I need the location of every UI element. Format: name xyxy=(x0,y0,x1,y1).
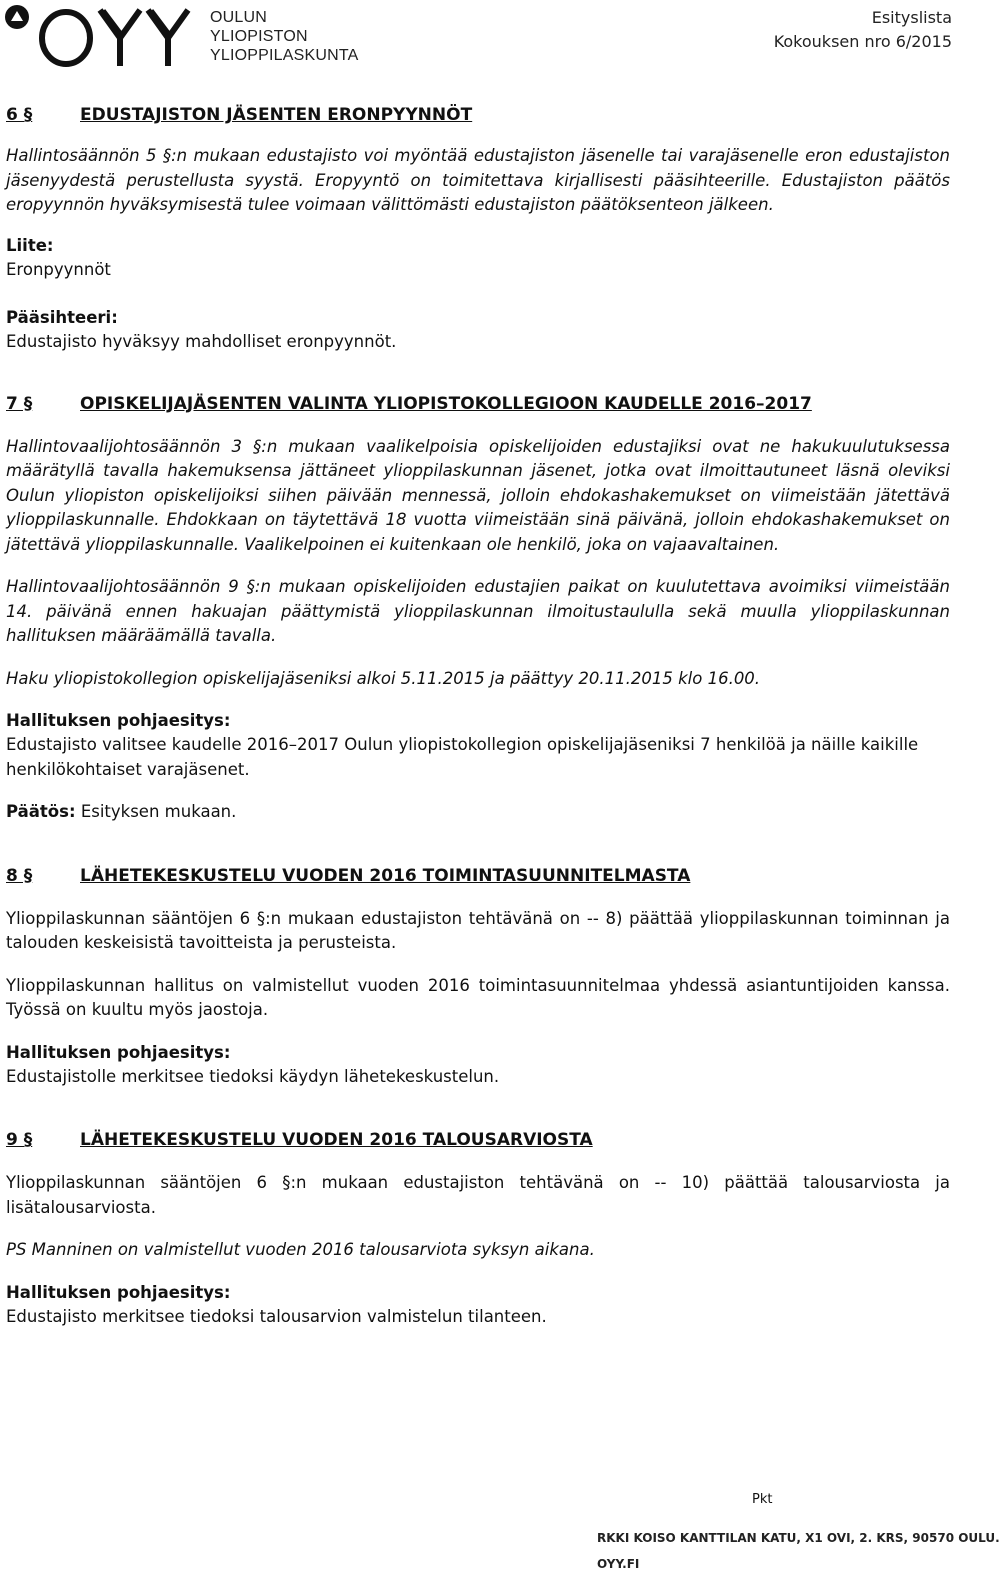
section-paragraph: Ylioppilaskunnan hallitus on valmistellut vuoden 2016 toimintasuunnitelmaa yhdessä asiantuntijoiden kanssa. Työssä on kuultu myös jaostoja. xyxy=(6,975,950,1019)
section-heading xyxy=(6,865,950,887)
proposal-block xyxy=(6,306,950,355)
attachment-label: Liite: xyxy=(6,235,54,255)
decision-text: Esityksen mukaan. xyxy=(80,802,237,821)
decision-label: Päätös: xyxy=(6,802,76,821)
org-line-3: YLIOPPILASKUNTA xyxy=(210,46,359,64)
section-heading xyxy=(6,1129,950,1151)
section-6 xyxy=(6,104,950,355)
decision-block xyxy=(6,800,950,825)
attachment-text: Eronpyynnöt xyxy=(6,259,111,279)
logo-letters-icon xyxy=(42,10,188,66)
section-paragraph: Hallintovaalijohtosäännön 9 §:n mukaan opiskelijoiden edustajien paikat on kuulutettava avoimiksi viimeistään 14. päivänä ennen hakuajan päättymistä ylioppilaskunnan ilmoitustaululla sekä muulla ylioppilaskunnan hallituksen määräämällä tavalla. xyxy=(6,577,950,645)
oyy-logo xyxy=(4,4,359,68)
section-paragraph: Ylioppilaskunnan sääntöjen 6 §:n mukaan edustajiston tehtävänä on -- 8) päättää ylioppilaskunnan toiminnan ja talouden keskeisistä tavoitteista ja perusteista. xyxy=(6,908,950,952)
proposal-text: Edustajisto hyväksyy mahdolliset eronpyynnöt. xyxy=(6,332,397,351)
section-number: 9 § xyxy=(6,1130,33,1150)
meeting-number: Kokouksen nro 6/2015 xyxy=(773,32,952,51)
section-title: LÄHETEKESKUSTELU VUODEN 2016 TOIMINTASUUNNITELMASTA xyxy=(80,865,691,886)
section-paragraph: Hallintovaalijohtosäännön 3 §:n mukaan vaalikelpoisia opiskelijoiden edustajiksi ovat ne hakukuulutuksessa määrätyllä tavalla hakemuksensa jättäneet ylioppilaskunnan jäsenet, jotka ovat ilmoittautuneet läsnä oleviksi Oulun yliopiston opiskelijoiksi siihen päivään mennessä, jolloin ehdokashakemukset on viimeistään jätettävä ylioppilaskunnalle. Ehdokkaan on täytettävä 18 vuotta viimeistään sinä päivänä, jolloin ehdokashakemukset on jätettävä ylioppilaskunnalle. Vaalikelpoinen ei kuitenkaan ole henkilö, joka on vajaavaltainen. xyxy=(6,436,950,554)
proposal-block xyxy=(6,1281,950,1330)
document-body xyxy=(6,104,950,1347)
footer-pkt: Pkt xyxy=(752,1492,773,1507)
proposal-label: Hallituksen pohjaesitys: xyxy=(6,1282,231,1302)
footer-address: RKKI KOISO KANTTILAN KATU, X1 OVI, 2. KRS, 90570 OULU. xyxy=(597,1531,1000,1545)
document-meta xyxy=(774,6,952,54)
section-8 xyxy=(6,865,950,1090)
proposal-block xyxy=(6,709,950,782)
org-line-1: OULUN xyxy=(210,8,268,26)
proposal-text: Edustajistolle merkitsee tiedoksi käydyn lähetekeskustelun. xyxy=(6,1066,500,1086)
proposal-label: Pääsihteeri: xyxy=(6,308,118,327)
section-number: 8 § xyxy=(6,865,33,886)
proposal-text: Edustajisto merkitsee tiedoksi talousarvion valmistelun tilanteen. xyxy=(6,1306,547,1326)
section-paragraph: Ylioppilaskunnan sääntöjen 6 §:n mukaan edustajiston tehtävänä on -- 10) päättää talousarviosta ja lisätalousarviosta. xyxy=(6,1173,950,1217)
section-title: LÄHETEKESKUSTELU VUODEN 2016 TALOUSARVIOSTA xyxy=(80,1130,593,1150)
proposal-label: Hallituksen pohjaesitys: xyxy=(6,1042,231,1062)
footer-web-link[interactable]: OYY.FI xyxy=(597,1557,640,1571)
proposal-block xyxy=(6,1041,950,1090)
section-heading xyxy=(6,393,950,415)
section-number: 6 § xyxy=(6,105,33,125)
section-paragraph: Hallintosäännön 5 §:n mukaan edustajisto voi myöntää edustajiston jäsenelle tai varajäsenelle eron edustajiston jäsenyydestä perustellusta syystä. Eropyyntö on toimitettava kirjallisesti pääsihteerille. Edustajiston päätös eropyynnön hyväksymisestä tulee voimaan välittömästi edustajiston päätöksenteon jälkeen. xyxy=(6,146,950,214)
section-9 xyxy=(6,1129,950,1329)
section-title: EDUSTAJISTON JÄSENTEN ERONPYYNNÖT xyxy=(80,105,473,125)
section-title: OPISKELIJAJÄSENTEN VALINTA YLIOPISTOKOLLEGIOON KAUDELLE 2016–2017 xyxy=(80,393,812,414)
section-7 xyxy=(6,393,950,825)
attachment-block xyxy=(6,234,950,283)
section-number: 7 § xyxy=(6,393,33,414)
logo-mark xyxy=(4,4,200,68)
section-heading xyxy=(6,104,950,126)
section-paragraph: Haku yliopistokollegion opiskelijajäseniksi alkoi 5.11.2015 ja päättyy 20.11.2015 klo 16.00. xyxy=(6,668,761,688)
logo-glyph-circle-icon xyxy=(5,5,29,29)
org-line-2: YLIOPISTON xyxy=(210,27,308,45)
section-paragraph: PS Manninen on valmistellut vuoden 2016 talousarviota syksyn aikana. xyxy=(6,1240,595,1259)
footer-address-block xyxy=(597,1525,1000,1577)
proposal-label: Hallituksen pohjaesitys: xyxy=(6,711,231,730)
org-name xyxy=(210,8,359,65)
proposal-text: Edustajisto valitsee kaudelle 2016–2017 Oulun yliopistokollegion opiskelijajäseniksi 7 henkilöä ja näille kaikille henkilökohtaiset varajäsenet. xyxy=(6,735,919,779)
document-type: Esityslista xyxy=(871,8,952,27)
